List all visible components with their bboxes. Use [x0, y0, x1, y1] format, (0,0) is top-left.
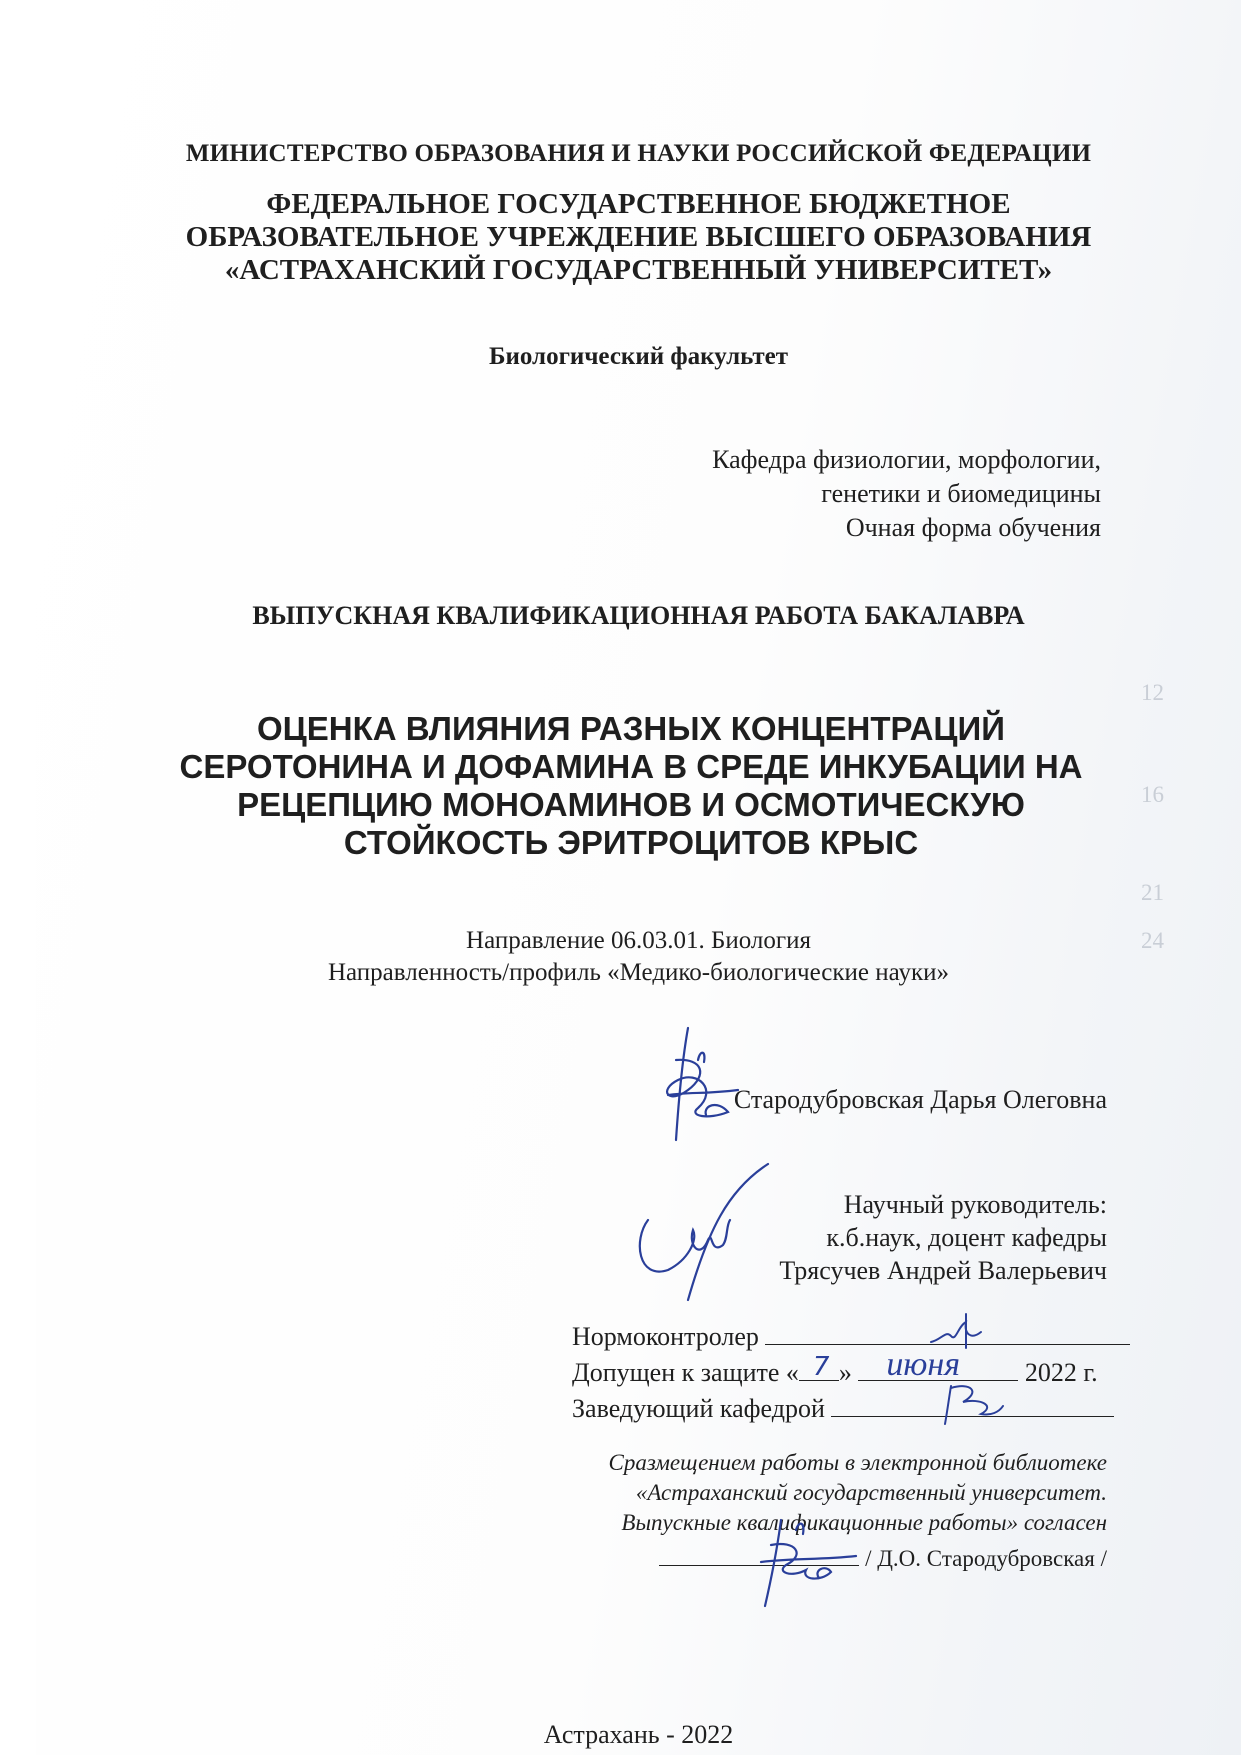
document-page [36, 0, 1241, 1755]
title-line: РЕЦЕПЦИЮ МОНОАМИНОВ И ОСМОТИЧЕСКУЮ [237, 786, 1025, 823]
consent-signer: / Д.О. Стародубровская / [865, 1546, 1107, 1571]
ministry-heading: МИНИСТЕРСТВО ОБРАЗОВАНИЯ И НАУКИ РОССИЙСКОЙ ФЕДЕРАЦИИ [185, 140, 1092, 167]
normcontrol-row [572, 1322, 1130, 1352]
profile-line: Направленность/профиль «Медико-биологические науки» [327, 959, 949, 986]
thesis-title [126, 710, 1136, 862]
supervisor-block [627, 1188, 1107, 1287]
department-block [501, 443, 1101, 545]
head-row [572, 1394, 1114, 1424]
department-line: генетики и биомедицины [821, 479, 1101, 508]
admission-day-line [799, 1352, 839, 1382]
bleed-through-text: 12 [1141, 680, 1164, 705]
university-line: ОБРАЗОВАТЕЛЬНОЕ УЧРЕЖДЕНИЕ ВЫСШЕГО ОБРАЗОВАНИЯ [185, 221, 1092, 253]
admission-month: июня [886, 1346, 961, 1383]
faculty-name: Биологический факультет [488, 343, 789, 370]
student-name: Стародубровская Дарья Олеговна [733, 1085, 1107, 1114]
bleed-through-text: 24 [1141, 928, 1164, 953]
consent-signature [751, 1500, 871, 1610]
supervisor-degree: к.б.наук, доцент кафедры [826, 1223, 1107, 1252]
consent-signature-row [659, 1543, 1107, 1572]
direction-block [36, 925, 1241, 989]
admission-row [572, 1346, 1098, 1388]
consent-line: Сразмещением работы в электронной библиотеке [608, 1450, 1107, 1475]
bleed-through-text: 21 [1141, 880, 1164, 905]
university-heading [36, 188, 1241, 287]
university-line: «АСТРАХАНСКИЙ ГОСУДАРСТВЕННЫЙ УНИВЕРСИТЕТ» [224, 254, 1053, 286]
title-line: ОЦЕНКА ВЛИЯНИЯ РАЗНЫХ КОНЦЕНТРАЦИЙ [257, 710, 1005, 747]
study-form: Очная форма обучения [845, 513, 1101, 542]
university-line: ФЕДЕРАЛЬНОЕ ГОСУДАРСТВЕННОЕ БЮДЖЕТНОЕ [266, 188, 1011, 220]
city-year: Астрахань - 2022 [543, 1720, 734, 1749]
title-line: СЕРОТОНИНА И ДОФАМИНА В СРЕДЕ ИНКУБАЦИИ НА [179, 748, 1083, 785]
admission-quote: » [838, 1358, 852, 1387]
bleed-through-text: 16 [1141, 782, 1164, 807]
supervisor-name: Трясучев Андрей Валерьевич [779, 1256, 1107, 1285]
department-line: Кафедра физиологии, морфологии, [712, 445, 1101, 474]
admission-label: Допущен к защите « [572, 1358, 799, 1387]
work-type: ВЫПУСКНАЯ КВАЛИФИКАЦИОННАЯ РАБОТА БАКАЛАВРА [252, 601, 1025, 630]
admission-year: 2022 г. [1024, 1358, 1098, 1387]
admission-day: 7 [812, 1352, 830, 1382]
head-signature [941, 1378, 1011, 1428]
head-label: Заведующий кафедрой [572, 1394, 825, 1423]
direction-line: Направление 06.03.01. Биология [466, 927, 811, 954]
consent-line: «Астраханский государственный университет. [635, 1480, 1107, 1505]
normcontrol-label: Нормоконтролер [572, 1322, 759, 1351]
title-line: СТОЙКОСТЬ ЭРИТРОЦИТОВ КРЫС [343, 824, 919, 861]
supervisor-role: Научный руководитель: [843, 1190, 1107, 1219]
consent-line: Выпускные квалификационные работы» согласен [621, 1510, 1107, 1535]
